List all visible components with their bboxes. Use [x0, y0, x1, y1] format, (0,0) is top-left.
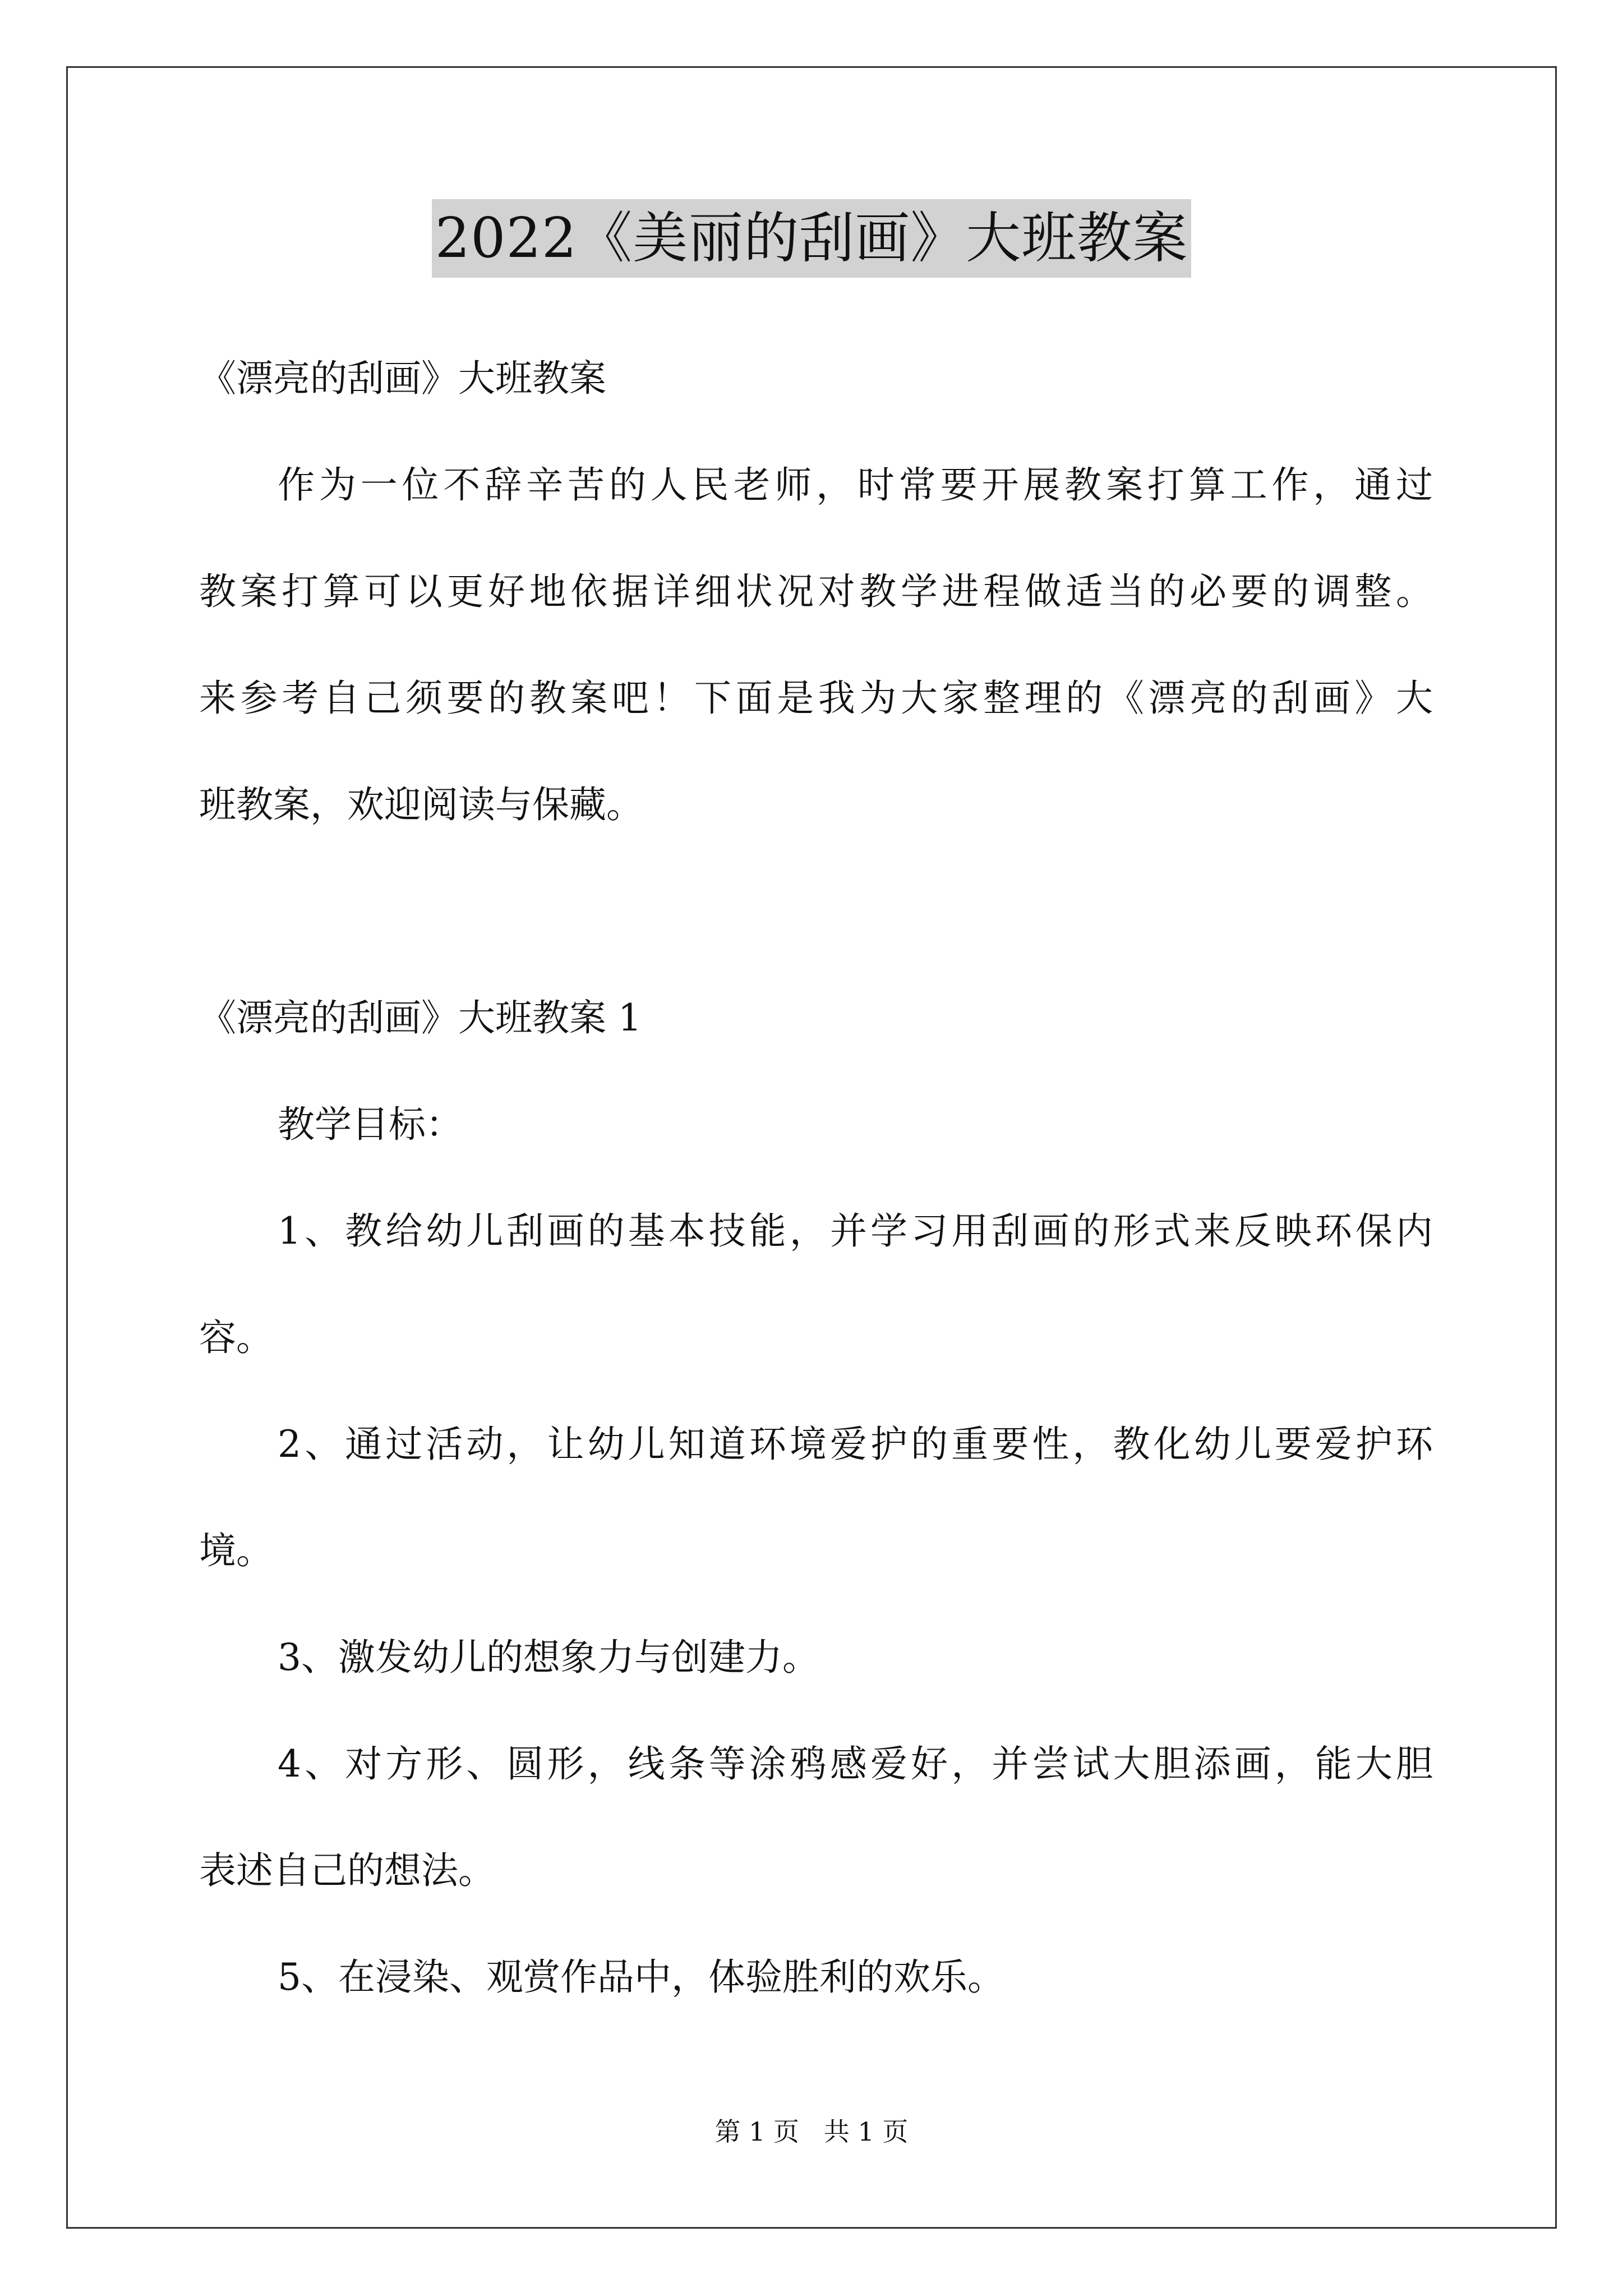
- list-item-line: 表述自己的想法。: [199, 1849, 495, 1892]
- page-footer: 第 1 页 共 1 页: [714, 2116, 909, 2147]
- paragraph-line: 教案打算可以更好地依据详细状况对教学进程做适当的必要的调整。: [199, 570, 1433, 613]
- section-heading: 《漂亮的刮画》大班教案 1: [199, 996, 642, 1039]
- document-title: 2022《美丽的刮画》大班教案: [432, 199, 1191, 278]
- list-item-line: 3、激发幼儿的想象力与创建力。: [278, 1636, 819, 1679]
- list-item-line: 容。: [199, 1316, 273, 1359]
- subtitle-line: 《漂亮的刮画》大班教案: [199, 357, 606, 400]
- list-item-line: 2、通过活动，让幼儿知道环境爱护的重要性，教化幼儿要爱护环: [278, 1423, 1433, 1466]
- paragraph-line: 作为一位不辞辛苦的人民老师，时常要开展教案打算工作，通过: [278, 463, 1433, 507]
- list-item-line: 境。: [199, 1529, 273, 1572]
- list-item-line: 1、教给幼儿刮画的基本技能，并学习用刮画的形式来反映环保内: [278, 1209, 1433, 1253]
- list-item-line: 4、对方形、圆形，线条等涂鸦感爱好，并尝试大胆添画，能大胆: [278, 1742, 1433, 1786]
- list-item-line: 5、在浸染、观赏作品中，体验胜利的欢乐。: [278, 1955, 1004, 1999]
- paragraph-line: 来参考自己须要的教案吧！下面是我为大家整理的《漂亮的刮画》大: [199, 677, 1433, 720]
- title-container: [0, 199, 1623, 278]
- paragraph-line: 班教案，欢迎阅读与保藏。: [199, 783, 643, 826]
- section-label: 教学目标：: [278, 1103, 463, 1146]
